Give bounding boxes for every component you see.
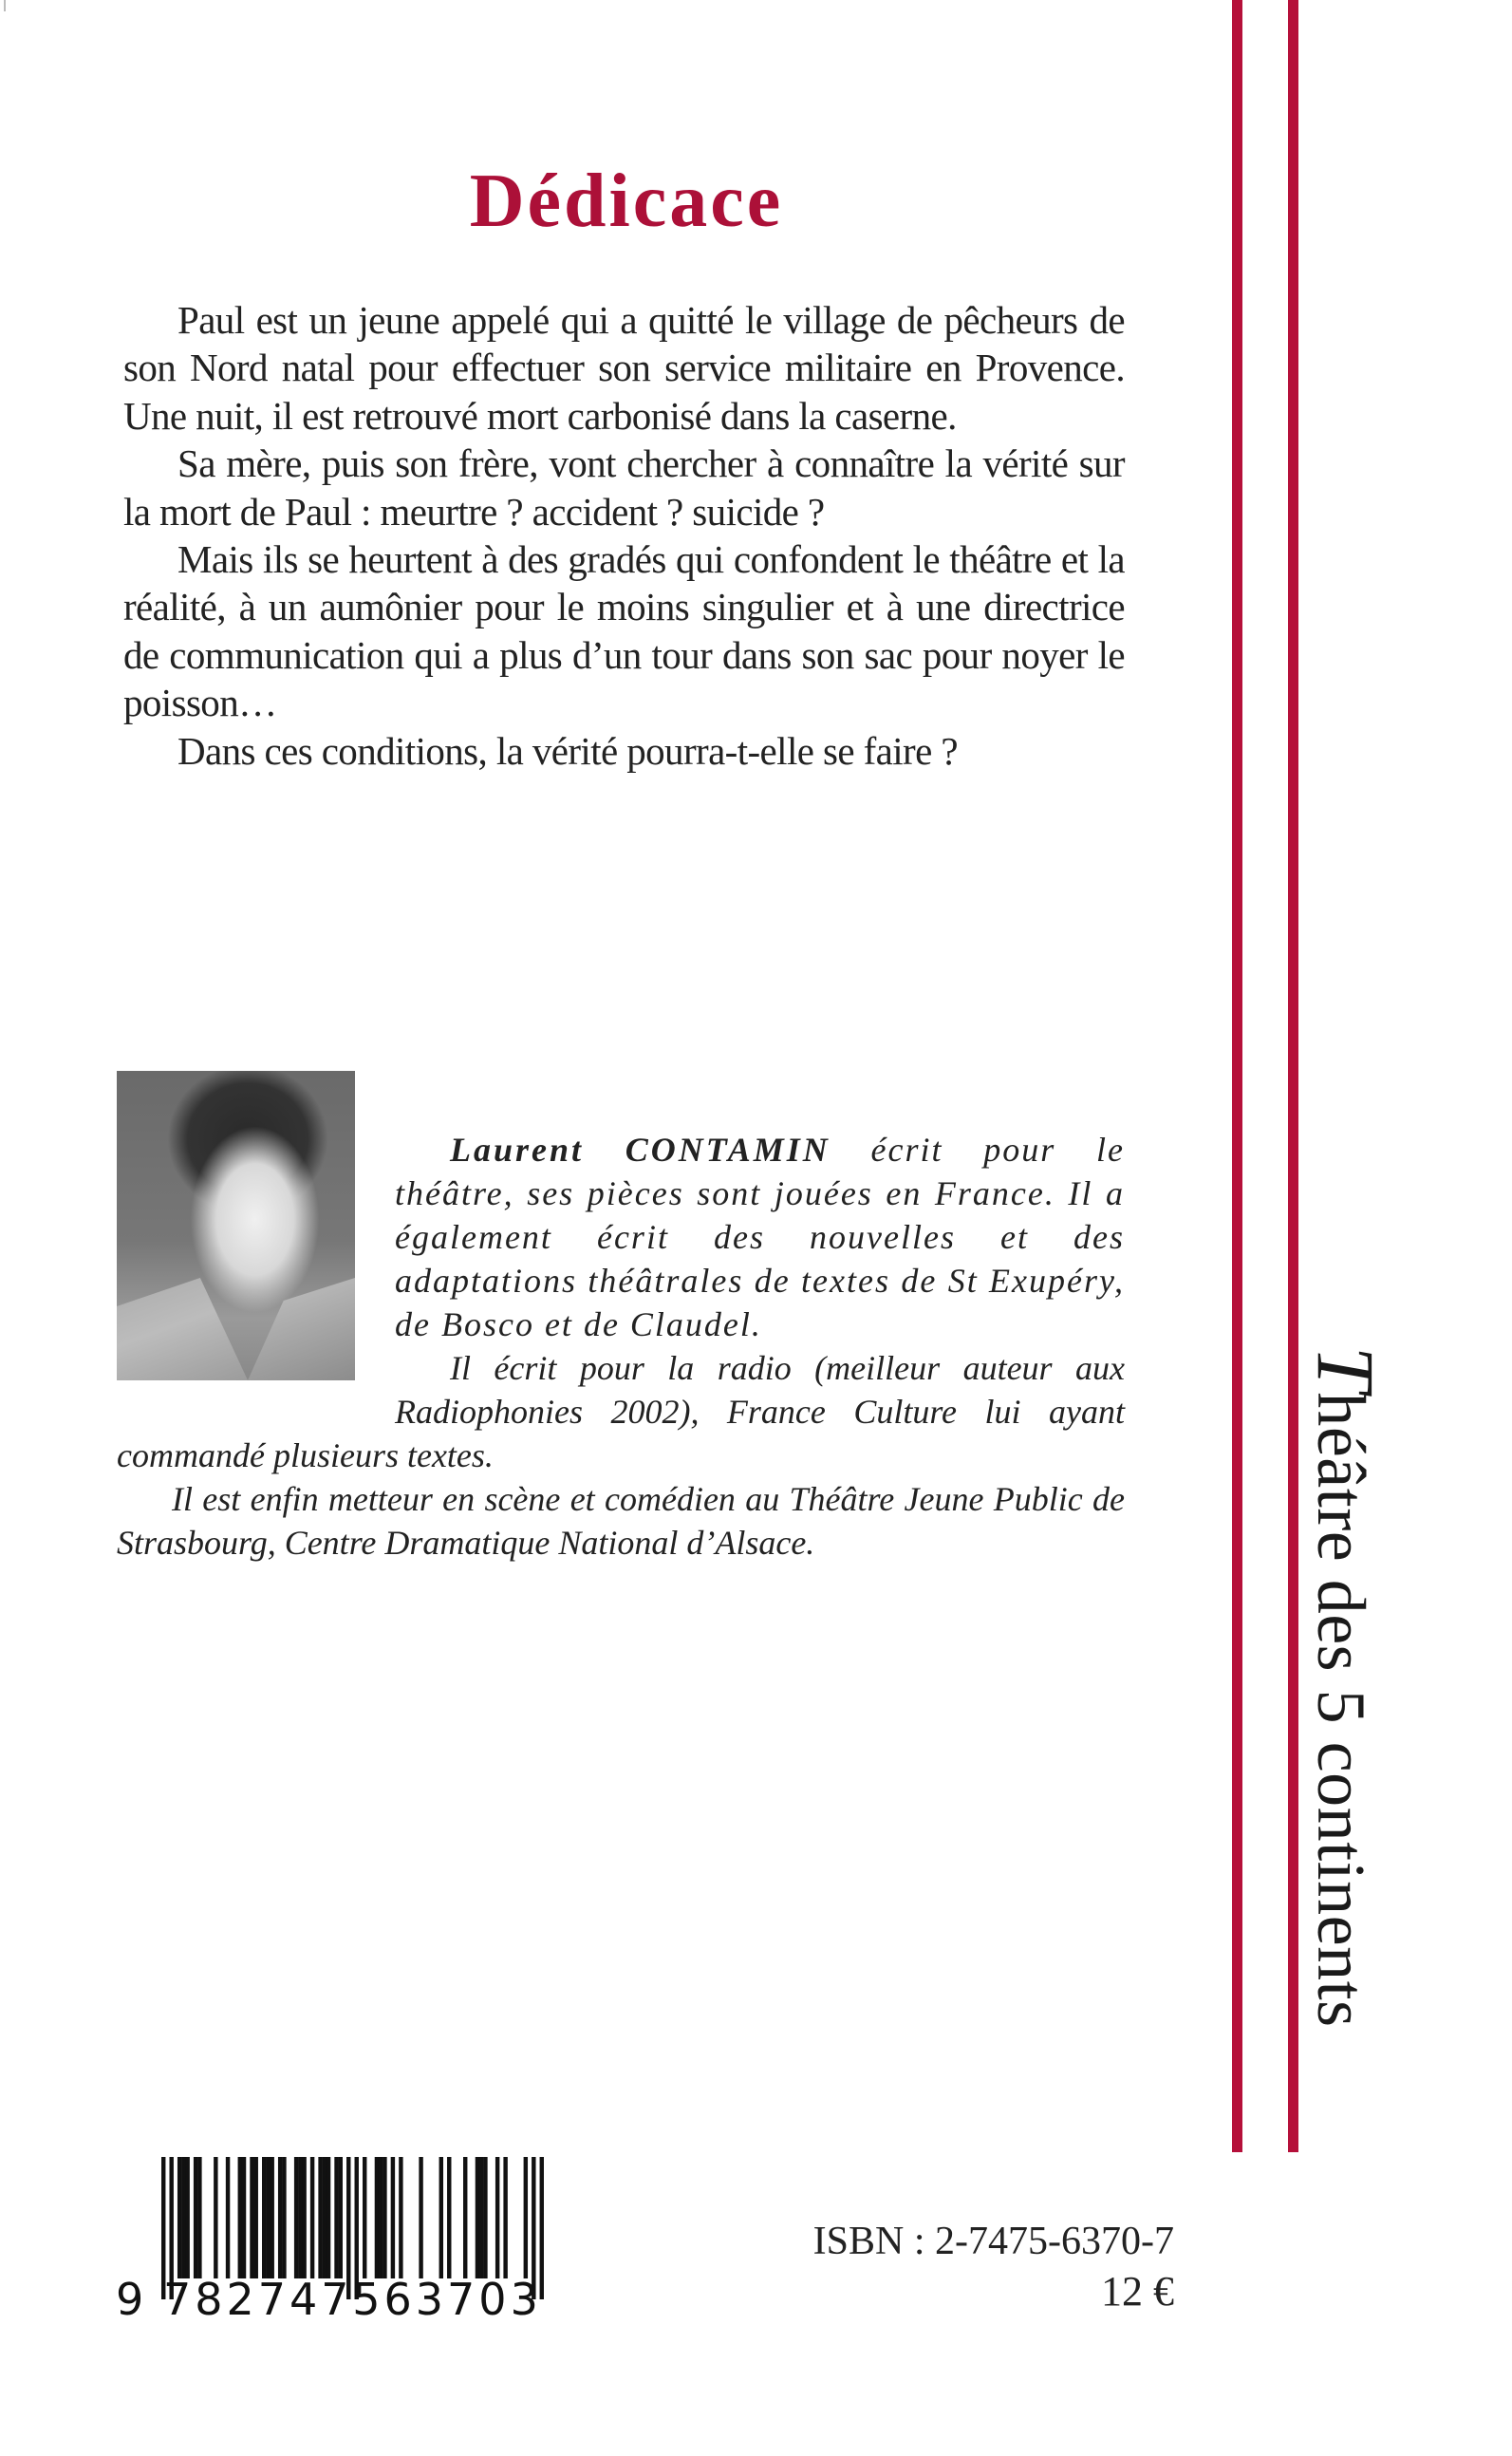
collection-rest: héâtre des 5 continents [1303,1392,1379,2028]
crop-mark [4,0,6,11]
author-photo-shirt [117,1266,355,1380]
synopsis-paragraph: Paul est un jeune appelé qui a quitté le village de pêcheurs de son Nord natal pour effectuer son service militaire en Provence. Une nuit, il est retrouvé mort carbonisé dans la caserne. [123,298,1125,438]
bio-lead-text: écrit pour le théâtre, ses pièces sont jouées en France. Il a également écrit des nouvelles et des adaptations théâtrales de textes de St Exupéry, de Bosco et de Claudel. [395,1131,1125,1343]
collection-name [1300,1346,1391,2028]
book-title: Dédicace [469,159,784,243]
ean-barcode [112,2157,558,2323]
author-bio [117,1071,1125,1565]
price: 12 € [1101,2268,1174,2315]
synopsis-paragraph: Dans ces conditions, la vérité pourra-t-elle se faire ? [177,728,958,773]
synopsis-paragraph: Mais ils se heurtent à des gradés qui confondent le théâtre et la réalité, à un aumônier pour le moins singulier et à une directrice de communication qui a plus d’un tour dans son sac pour noyer le poisson… [123,537,1125,725]
author-name: Laurent CONTAMIN [450,1131,831,1169]
bio-paragraph-3: Il est enfin metteur en scène et comédien au Théâtre Jeune Public de Strasbourg, Centre Dramatique National d’Alsace. [117,1480,1125,1562]
spine-rule-right [1288,0,1298,2152]
spine-rule-left [1232,0,1242,2152]
svg-text:782747: 782747 [162,2274,353,2323]
author-photo [117,1071,355,1380]
synopsis-paragraph: Sa mère, puis son frère, vont chercher à connaître la vérité sur la mort de Paul : meurtre ? accident ? suicide ? [123,441,1125,534]
isbn: ISBN : 2-7475-6370-7 [812,2220,1174,2263]
bio-paragraph-2: Il écrit pour la radio (meilleur auteur aux Radiophonies 2002), France Culture lui ayant commandé plusieurs textes. [117,1349,1125,1474]
svg-text:563703: 563703 [352,2274,542,2323]
synopsis [123,296,1125,775]
barcode-graphic [112,2157,558,2323]
svg-text:9: 9 [116,2274,144,2323]
collection-initial: T [1300,1346,1391,1393]
